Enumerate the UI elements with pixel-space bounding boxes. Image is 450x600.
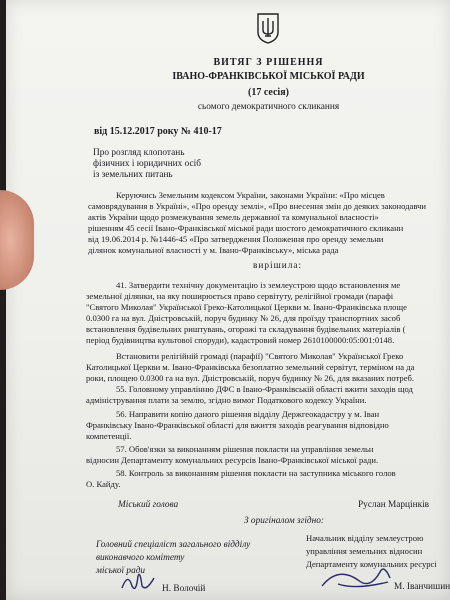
right-handwritten-signature bbox=[318, 560, 396, 594]
item-line: О. Кайду. bbox=[86, 479, 121, 489]
item-line: "Святого Миколая" Української Греко-Католицької Церкви м. Івано-Франківська площе bbox=[86, 302, 407, 312]
item-line: компетенції. bbox=[86, 431, 132, 441]
right-signatory-title: Департаменту комунальних ресурсі bbox=[306, 559, 437, 569]
left-signatory-name: Н. Волочій bbox=[162, 584, 206, 594]
true-copy-note: З оригіналом згідно: bbox=[244, 516, 324, 526]
document-page bbox=[6, 0, 450, 600]
mayor-title: Міський голова bbox=[118, 500, 179, 510]
right-signatory-title: Начальник відділу землеустрою bbox=[306, 533, 424, 543]
mayor-name: Руслан Марцінків bbox=[358, 500, 430, 510]
item-line: період будівництва культової споруди), кадастровий номер 2610100000:05:001:0148. bbox=[86, 335, 395, 345]
item-line: земельної ділянки, на яку поширюється право сервітуту, релігійної громади (парафі bbox=[86, 291, 394, 301]
convocation: сьомого демократичного скликання bbox=[197, 102, 340, 112]
item-line: роки, площею 0.0300 га на вул. Дністровській, поруч будинку № 26, для вказаних потреб. bbox=[86, 373, 415, 383]
coat-of-arms-icon bbox=[256, 12, 280, 44]
item-line: Франківську Івано-Франківської області для вжиття заходів реагування відповідно bbox=[86, 420, 389, 430]
item-line: 57. Обов'язки за виконанням рішення покласти на управління земельн bbox=[116, 444, 374, 454]
item-line: Встановити релігійній громаді (парафії) "Святого Миколая" Української Греко bbox=[116, 351, 404, 361]
subject-line: Про розгляд клопотань bbox=[93, 148, 185, 158]
subject-line: із земельних питань bbox=[93, 170, 173, 180]
item-line: встановлення будівельних риштувань, огорожі та складування будівельних матеріалів ( bbox=[86, 324, 406, 334]
item-line: Католицької Церкви м. Івано-Франківська безоплатно земельний сервітут, терміном на да bbox=[86, 362, 415, 372]
left-handwritten-signature bbox=[118, 568, 158, 596]
resolved-word: вирішила: bbox=[253, 261, 303, 271]
preamble-line: рішенням 45 сесії Івано-Франківської міської ради шостого демократичного скликанн bbox=[88, 223, 404, 233]
preamble-line: Керуючись Земельним кодексом України, законами України: «Про місцев bbox=[116, 190, 385, 200]
right-signatory-name: М. Іванчишин bbox=[394, 582, 450, 592]
left-signatory-title: міської ради bbox=[96, 566, 146, 576]
item-line: 0.0300 га на вул. Дністровській, поруч будинку № 26, для проїзду транспортних засоб bbox=[86, 313, 401, 323]
item-line: відносин Департаменту комунальних ресурсів Івано-Франківської міської ради. bbox=[86, 455, 379, 465]
item-line: 56. Направити копію даного рішення відділу Держгеокадастру у м. Іван bbox=[116, 409, 380, 419]
decision-date-number: від 15.12.2017 року № 410-17 bbox=[94, 126, 222, 137]
document-title-line2: ІВАНО-ФРАНКІВСЬКОЇ МІСЬКОЇ РАДИ bbox=[172, 71, 365, 82]
document-title-line1: ВИТЯГ З РІШЕННЯ bbox=[213, 57, 324, 68]
preamble-line: ділянок комунальної власності у м. Івано-Франківську», міська рада bbox=[88, 245, 339, 255]
preamble-line: самоврядування в Україні», «Про оренду землі», «Про внесення змін до деяких законодавчи bbox=[88, 201, 426, 211]
preamble-line: актів України щодо розмежування земель державної та комунальної власності» bbox=[88, 212, 379, 222]
subject-line: фізичних і юридичних осіб bbox=[93, 159, 201, 169]
preamble-line: від 19.06.2014 р. №1446-45 «Про затвердження Положення про оренду земельни bbox=[88, 234, 384, 244]
left-signatory-title: Головний спеціаліст загального відділу bbox=[96, 540, 251, 550]
session-number: (17 сесія) bbox=[248, 87, 289, 98]
item-line: 55. Головному управлінню ДФС в Івано-Франківській області вжити заходів щод bbox=[116, 384, 413, 394]
item-line: 58. Контроль за виконанням рішення покласти на заступника міського голов bbox=[116, 468, 396, 478]
right-signatory-title: управління земельних відносин bbox=[306, 546, 423, 556]
left-signatory-title: виконавчого комітету bbox=[96, 553, 185, 563]
item-line: адміністрування плати за землю, згідно вимог Податкового кодексу України. bbox=[86, 395, 367, 405]
item-line: 41. Затвердити технічну документацію із землеустрою щодо встановлення ме bbox=[116, 280, 401, 290]
